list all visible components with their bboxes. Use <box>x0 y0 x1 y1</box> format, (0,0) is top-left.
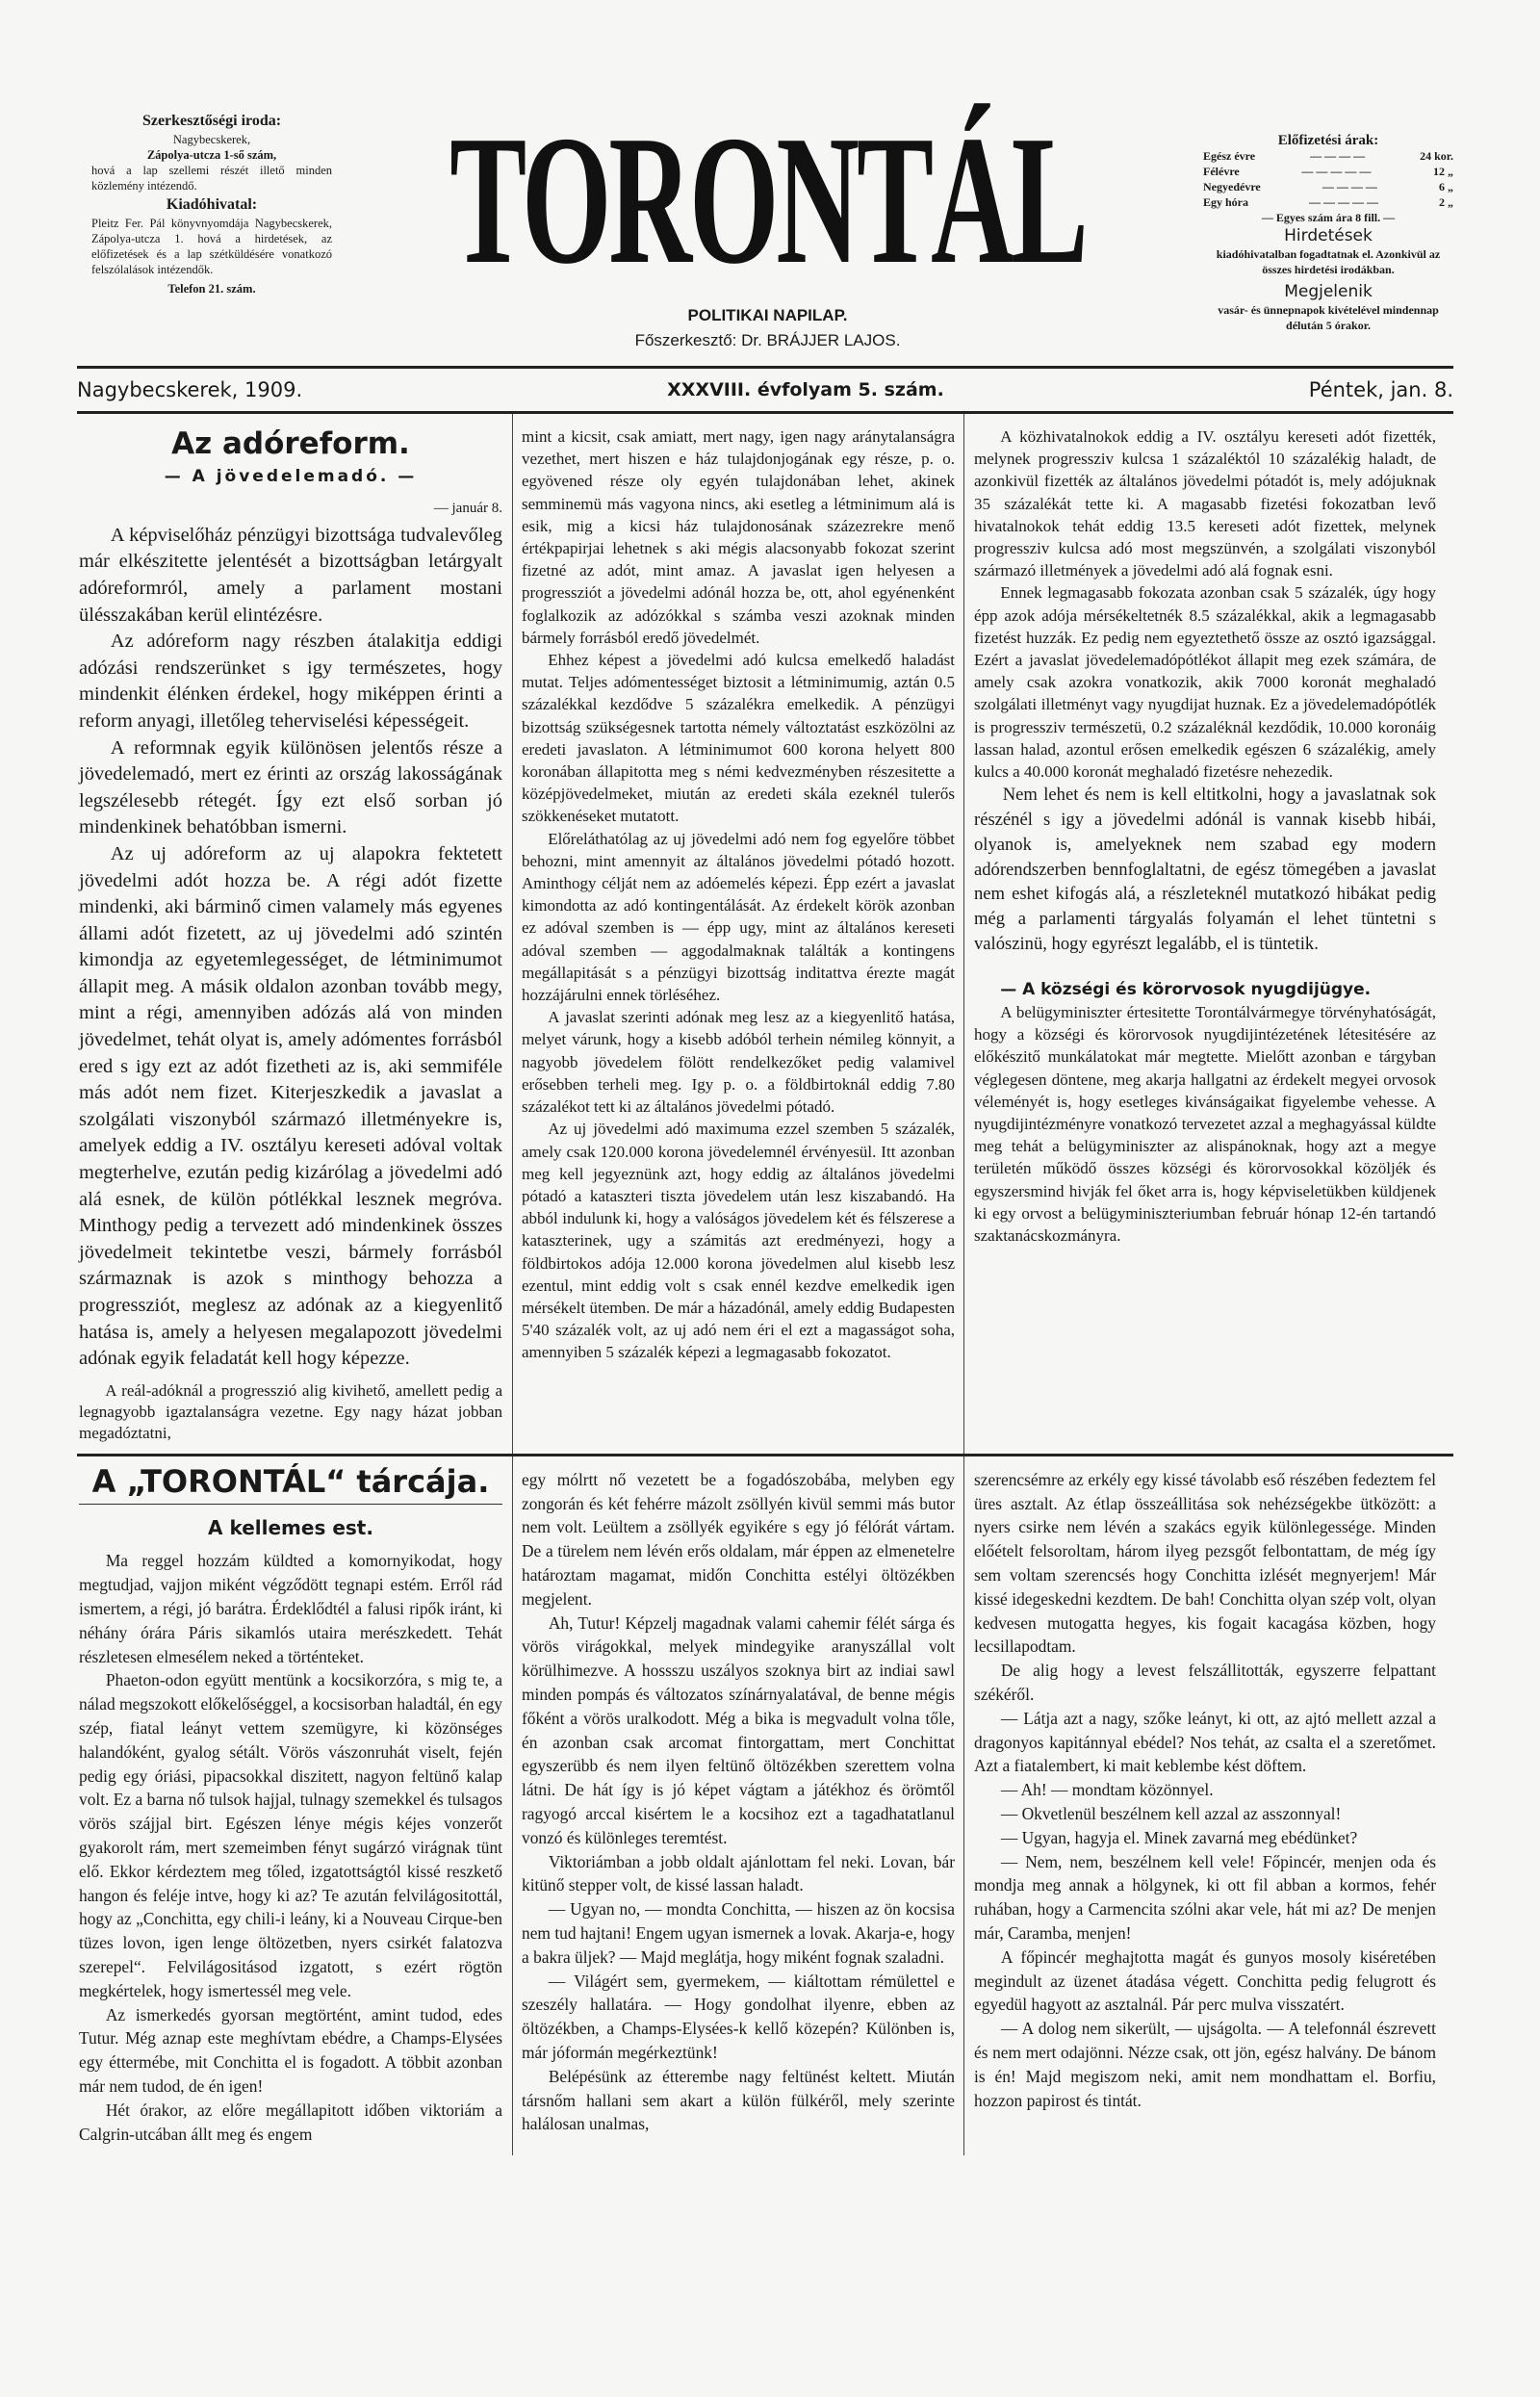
news-item <box>974 978 1436 1247</box>
price-value: 6 „ <box>1438 180 1453 193</box>
price-label: Egy hóra <box>1203 195 1249 209</box>
editorial-address: Zápolya-utcza 1-ső szám, <box>146 148 277 162</box>
dateline-place: Nagybecskerek, 1909. <box>77 378 303 401</box>
editorial-city: Nagybecskerek, <box>172 133 251 146</box>
article-column-3 <box>964 414 1436 1454</box>
feuilleton-columns <box>77 1456 1453 2156</box>
price-row: Egész évre — — — — 24 kor. <box>1203 149 1453 163</box>
editor-in-chief: Főszerkesztő: Dr. BRÁJJER LAJOS. <box>634 331 901 349</box>
ads-title: Hirdetések <box>1284 226 1373 245</box>
publisher-title: Kiadóhivatal: <box>166 196 258 213</box>
appears-title: Megjelenik <box>1284 282 1373 301</box>
dateline-date: Péntek, jan. 8. <box>1308 378 1453 401</box>
article-column-1 <box>77 414 512 1454</box>
price-label: Egész évre <box>1203 149 1256 163</box>
feuilleton-column-1 <box>77 1456 512 2156</box>
header <box>77 96 1453 366</box>
article-title: Az adóreform. <box>171 426 410 461</box>
paragraph: Az adóreform nagy részben átalakitja eddigi adózási rendszerünket s igy természetes, hogy mindenkit élénken érdekel, hogy miképpen érinti a reform anyagi, illetőleg teherviselési képességeit. <box>79 631 502 732</box>
paragraph: Ma reggel hozzám küldted a komornyikodat, hogy megtudjad, vajjon miként végződött tegnapi estém. Erről rád ismertem, a régi, jó barátra. Érdeklődtél a falusi ripők iránt, ki néhány órára Páris sikamlós utaira merészkedett. Tehát részletesen elmesélem neked a történteket. <box>79 1551 502 1666</box>
paragraph: Viktoriámban a jobb oldalt ajánlottam fel neki. Lovan, bár kitünő stepper volt, de kissé lassan haladt. <box>522 1851 955 1895</box>
price-row: Negyedévre — — — — 6 „ <box>1203 180 1453 193</box>
price-value: 24 kor. <box>1420 149 1453 163</box>
article-column-2 <box>512 414 964 1454</box>
paragraph: — Nem, nem, beszélnem kell vele! Főpincér, menjen oda és mondja meg annak a hölgynek, ki ott fil abban a kormos, fehér ruhában, hogy a Carmencita szólni akar vele, hát mi az? De menjen már, Caramba, menjen! <box>974 1851 1436 1943</box>
dateline <box>77 369 1453 411</box>
publisher-text: Pleitz Fer. Pál könyvnyomdája Nagybecskerek, Zápolya-utcza 1. hová a hirdetések, az előfizetések és a lap szétküldésére vonatkozó felszólalások intézendők. <box>91 217 332 276</box>
subscription-title: Előfizetési árak: <box>1277 133 1379 148</box>
paragraph: Ah, Tutur! Képzelj magadnak valami cahemir félét sárga és vörös virágokkal, melyek mindegyike aranyszállal volt körülhimezve. A hossszu uszályos szoknya birt az indiai sawl minden pompás és változatos színárnyalatával, de benne mégis főként a vörös uralkodott. Még a bika is megvadult volna tőle, én azonban csak arcomat fintorgattam, mert Conchittat egyszerübb és nem ilyen feltünő öltözékben szerettem volna látni. De hát így is jó képet vágtam a játékhoz és örömtől ragyogó arccal kisértem le a kocsihoz ezt a tagadhatatlanul vonzó és különleges teremtést. <box>522 1612 955 1847</box>
dateline-issue: XXXVIII. évfolyam 5. szám. <box>667 379 944 400</box>
masthead-subtitle-block <box>635 303 901 353</box>
masthead-block <box>402 96 1134 353</box>
appears-text: vasár- és ünnepnapok kivételével mindennap délután 5 órakor. <box>1218 303 1439 332</box>
price-row: Egy hóra — — — — — 2 „ <box>1203 195 1453 209</box>
editorial-office-info <box>91 114 332 296</box>
paragraph: szerencsémre az erkély egy kissé távolabb eső részében fedeztem fel üres asztalt. Az étlap összeállitása sok nehézségekbe ütközött: a nyers csirke nem lévén a szakács egyik különlegessége. Minden előételt felsoroltam, három ilyeg pezsgőt felbontattam, de még így sem voltam szerencsés hogy Conchitta izlését megnyerjem! Már kissé idegeskedni kezdtem. De bah! Conchitta olyan szép volt, olyan kedvesen mutogatta hegyes, kis fogait kacagása közben, hogy lecsillapodtam. <box>974 1469 1436 1657</box>
paragraph: A képviselőház pénzügyi bizottsága tudvalevőleg már elkészitette jelentését a bizottságban letárgyalt adóreformról, amely a parlament mostani ülésszakában kerül elintézésre. <box>79 524 502 626</box>
paragraph: Hét órakor, az előre megállapitott időben viktoriám a Calgrin-utcában állt meg és engem <box>79 2100 502 2144</box>
paragraph: — Ah! — mondtam közönnyel. <box>1000 1780 1214 1800</box>
paragraph: Ennek legmagasabb fokozata azonban csak 5 százalék, úgy hogy épp azok adója mérsékeltetnék 8.5 százalékkal, akik a legmagasabb fizetést huzzák. Ez pedig nem egyeztethető össze az osztó igazsággal. Ezért a javaslat jövedelemadópótlékot állapit meg ezek számára, de amely csak azokra vonatkozik, akik 7000 koronát meghaladó szolgálati illetményt vagy nyugdijat huznak. Ez a jövedelemadópótlék is progressziv természetü, 0.2 százaléknál kezdődik, 10.000 koronáig lassan halad, azontul erősen emelkedik egészen 6 százalékig, amely kulcs a 40.000 koronát meghaladó fizetésre nehezedik. <box>974 583 1436 782</box>
paragraph: Előreláthatólag az uj jövedelmi adó nem fog egyelőre többet behozni, mint amennyit az általános jövedelmi pótadó hozott. Aminthogy célját nem az adóemelés képezi. Épp ezért a javaslat kimondotta az adó kontingentálását. Az érdekelt körök azonban ez adóval szemben is — épp ugy, mint az általános kereseti adóval szemben — aggodalmaknak találták a kontingens megállapitását s a pénzügyi bizottság inditattva érezte magát hozzájárulni ennek törléséhez. <box>522 829 955 1005</box>
paragraph: A javaslat szerinti adónak meg lesz az a kiegyenlitő hatása, melyet várunk, hogy a kisebb adóból terhein némileg könnyit, a nagyobb jövedelem fölött rendelkezőket pedig valamivel erősebben terheli meg. Igy p. o. a földbirtoknál eddig 7.80 százalékot tett ki az általános jövedelmi pótadó. <box>522 1008 955 1117</box>
paragraph: — Okvetlenül beszélnem kell azzal az asszonnyal! <box>1000 1803 1342 1823</box>
feuilleton-title: A „TORONTÁL“ tárcája. <box>79 1464 502 1505</box>
paragraph: — Ugyan, hagyja el. Minek zavarná meg ebédünket? <box>1000 1827 1358 1847</box>
price-label: Félévre <box>1203 165 1240 178</box>
phone: Telefon 21. szám. <box>167 282 256 296</box>
article-kicker: — A jövedelemadó. — <box>164 466 418 486</box>
paragraph: Nem lehet és nem is kell eltitkolni, hogy a javaslatnak sok részénél s igy a jövedelmi adónál is vannak kisebb hibái, olyanok is, amelyeknek nem szabad egy modern adórendszerben bennfoglaltatni, de egész tömegében a javaslat nem eshet kifogás alá, a részleteknél mutatkozó hibákat pedig még a parlamenti tárgyalás folyamán el lehet tüntetni s valószinü, hogy egyrészt legalább, el is tüntetik. <box>974 785 1436 955</box>
paragraph: Phaeton-odon együtt mentünk a kocsikorzóra, s mig te, a nálad megszokott előkelőséggel, a kocsisorban haladtál, én egy szép, fiatal leányt vettem szemügyre, ki közönséges halandóként, gyalog sétált. Vörös vászonruhát viselt, fején pedig egy óriási, pipacsokkal diszitett, nagyon feltünő kalap volt. Ez a barna nő tulsok hajjal, tulnagy szemekkel és tulsagos vörös szájjal birt. Egészen lénye mégis kéjes vonzerőt gyakorolt rám, mert szemeimben fényt sugárzó virágnak tünt elő. Ekkor kérdeztem meg tőled, izgatottságtól kissé reszkető hangon és feléje intve, hogy ki az? Te azután felvilágositottál, hogy az „Conchitta, egy chili-i leány, ki a Nouveau Cirque-ben tüzes lovon, igen lenge öltözetben, nyers csirkét falatozva szerepel“. Felvilágositásod izgatott, s ezért rögtön megkértelek, hogy ismertessél meg vele. <box>79 1670 502 2000</box>
paragraph: A főpincér meghajtotta magát és gunyos mosoly kiséretében megindult az üzenet átadása végett. Conchitta pedig felugrott és egyedül hagyott az asztalnál. Pár perc mulva visszatért. <box>974 1946 1436 2015</box>
article-date: — január 8. <box>433 501 502 517</box>
paragraph: Az ismerkedés gyorsan megtörtént, amint tudod, edes Tutur. Még aznap este meghívtam ebédre, a Champs-Elysées egy éttermébe, mit Conchitta el is fogadott. A többit azonban már nem tudod, de én igen! <box>79 2004 502 2096</box>
paragraph: A közhivatalnokok eddig a IV. osztályu kereseti adót fizették, melynek progressziv kulcsa 1 százaléktól 10 százalékig haladt, de azonkivül fizették az általános jövedelmi pótadót is, mely adójuknak 35 százalékát tette ki. A magasabb fizetési fokozatban levő hivatalnokok tehát eddig 13.5 kereseti adót fizettek, melynek progressziv kulcsa adó most megszünvén, a szolgálati viszonyból származó illetmények a jövedelmi adó alá fognak esni. <box>974 427 1436 580</box>
price-label: Negyedévre <box>1203 180 1261 193</box>
masthead-title: TORONTÁL <box>449 96 1086 302</box>
feuilleton-column-3 <box>964 1456 1436 2156</box>
paragraph: Belépésünk az étterembe nagy feltünést keltett. Miután társnőm hallani sem akart a külön fülkéről, mely szerinte halálosan unalmas, <box>522 2066 955 2134</box>
paragraph: A reál-adóknál a progresszió alig kivihető, amellett pedig a legnagyobb igaztalanságra vezetne. Egy nagy házat jobban megadóztatni, <box>79 1380 502 1442</box>
price-row: Félévre — — — — — 12 „ <box>1203 165 1453 178</box>
paragraph: Az uj adóreform az uj alapokra fektetett jövedelmi adót hozza be. A régi adót fizette mindenki, aki bárminő cimen valamely más egyenes állami adót fizetett, az uj jövedelmi adó szintén kimondja az egyetemlegességet, de létminimumot állapit meg. A másik oldalon azonban tovább megy, mint a régi, amennyiben adózás alá von minden jövedelmet, tehát olyat is, amely adómentes forrásból ered s igy ezt az adót fizetheti az is, aki semmiféle más adót nem fizet. Kiterjeszkedik a javaslat a szolgálati viszonyból származó illetményekre is, amelyek eddig a IV. osztályu kereseti adóval voltak megterhelve, ezután pedig kizárólag a jövedelmi adó alá esnek, de külön pótlékkal lesznek megróva. Minthogy pedig a tervezett adó mindenkinek összes jövedelmeit tekintetbe veszi, bármely forrásból származnak is azok s minthogy behozza a progressziót, meglesz az adónak az a kiegyenlitő hatása is, amely a helyesen megalapozott jövedelmi adónak egyik feladatát kell hogy képezze. <box>79 842 502 1370</box>
paragraph: — Látja azt a nagy, szőke leányt, ki ott, az ajtó mellett azzal a dragonyos kapitánnyal ebédel? Nos tehát, az csalta el a szeretőmet. Azt a fiatalembert, ki mait keblembe kést döftem. <box>974 1708 1436 1776</box>
editorial-title: Szerkesztőségi iroda: <box>141 113 282 129</box>
editorial-note: hová a lap szellemi részét illető minden közlemény intézendő. <box>91 164 332 193</box>
subtitle: POLITIKAI NAPILAP. <box>687 306 848 324</box>
paragraph: De alig hogy a levest felszállitották, egyszerre felpattant székéről. <box>974 1661 1436 1704</box>
single-issue-price: — Egyes szám ára 8 fill. — <box>1261 211 1396 224</box>
paragraph: mint a kicsit, csak amiatt, mert nagy, igen nagy aránytalanságra vezethet, mert hiszen e ház tulajdonjogának egy része, p. o. egyövened része oly egyén tulajdonában lehet, akinek semminemü más vagyona nincs, aki esetleg a létminimum alá is esik, mig a kicsi ház tulajdonosának százezrekre menő értékpapirjai lehetnek s aki mégis alacsonyabb fokozat szerint fizetné az adót, mint amaz. A javaslat igen helyesen a progressziót a jövedelmi adónál hozza be, ott, ahol egyénenként foglalkozik az adózókkal s számba veszi azoknak minden bármely forrásból eredő jövedelmét. <box>522 427 955 647</box>
paragraph: A reformnak egyik különösen jelentős része a jövedelemadó, mert ez érinti az ország lakosságának legszélesebb rétegét. Így ezt első sorban jó mindenkinek behatóbban ismerni. <box>79 736 502 838</box>
paragraph: — Ugyan no, — mondta Conchitta, — hiszen az ön kocsisa nem tud hajtani! Engem ugyan ismernek a lovak. Akarja-e, hogy a bakra üljek? — Majd meglátja, hogy miként fognak szaladni. <box>522 1899 955 1967</box>
paragraph: — A dolog nem sikerült, — ujságolta. — A telefonnál észrevett és nem mert odajönni. Nézze csak, ott jön, egész halvány. De bánom is én! Majd megiszom neki, amit nem mondhattam el. Borfiu, hozzon papirost és tintát. <box>974 2019 1436 2110</box>
price-value: 2 „ <box>1438 195 1453 209</box>
ads-text: kiadóhivatalban fogadtatnak el. Azonkivül az összes hirdetési irodákban. <box>1216 247 1441 276</box>
news-title: — A községi és körorvosok nyugdijügye. <box>1000 979 1372 999</box>
paragraph: Az uj jövedelmi adó maximuma ezzel szemben 5 százalék, amely csak 120.000 korona jövedelemnél érvényesül. Itt azonban meg kell jegyeznünk azt, hogy eddig az általános jövedelmi pótadó a kataszteri tiszta jövedelem után lesz kiszabandó. Ha abból indulunk ki, hogy a valóságos jövedelem két és félszerese a kataszterinek, ugy a számitás azt eredményezi, hogy a földbirtokos adója 12.000 korona jövedelmen alul kisebb lesz ezentul, mint eddig volt s csak ennél kezdve emelkedik igen mérsékelt ütemben. De már a házadónál, amely eddig Budapesten 5'40 százalék volt, az uj adó nem éri el ezt a magasságot soha, amennyiben 5 százalék képezi a legmagasabb fokozatot. <box>522 1120 955 1362</box>
subscription-info <box>1203 133 1453 333</box>
masthead <box>449 96 1086 303</box>
front-page-columns <box>77 414 1453 1454</box>
story-title: A kellemes est. <box>208 1515 373 1539</box>
paragraph: — Világért sem, gyermekem, — kiáltottam rémülettel e szeszély hallatára. — Hogy gondolhat ilyenre, ebben az öltözékben, a Champs-Elysées-k kellő közepén? Különben is, már jóformán megérkeztünk! <box>522 1971 955 2062</box>
paragraph: egy mólrtt nő vezetett be a fogadószobába, melyben egy zongorán és két fehérre mázolt zsöllyén kivül semmi más butor nem volt. Leültem a zsöllyék egyikére s egy jó félórát vártam. De a türelem nem lévén erős oldalam, már éppen az elmenetelre határoztam magamat, midőn Conchitta estélyi öltözékben megjelent. <box>522 1469 955 1609</box>
paragraph: Ehhez képest a jövedelmi adó kulcsa emelkedő haladást mutat. Teljes adómentességet biztosit a létminimumig, aztán 0.5 százalékkal kezdődve 5 százalékra emelkedik. A pénzügyi bizottság szükségesnek tartotta némely változtatást eszközölni az eredeti javaslaton. A létminimumot 600 korona helyett 800 koronában állapitotta meg s némi kedvezményben részesitette a középjövedelmeket, miután az eredeti skála ezeknél tulerős szökkenéseket mutatott. <box>522 651 955 826</box>
price-value: 12 „ <box>1432 165 1453 178</box>
feuilleton-column-2 <box>512 1456 964 2156</box>
news-text: A belügyminiszter értesitette Torontálvármegye törvényhatóságát, hogy a községi és körorvosok nyugdijintézetének létesitésére az előkészitő munkálatokat már megtette. Mielőtt azonban e tárgyban véglegesen döntene, meg akarja hallgatni az érdekelt megyei orvosok véleményét is, hogy esetleges kivánságaikat figyelembe vehesse. A nyugdijintézményre vonatkozó tervezetet azzal a meghagyással küldte meg tehát a belügyminiszter az alispánoknak, hogy azt a megye területén működő összes községi és körorvosokkal közöljék és egyszersmind hivják fel őket arra is, hogy képviseletükben küldjenek ki egy orvost a belügyminiszteriumban február hónap 12-én tartandó szaktanácskozmányra. <box>974 1003 1436 1246</box>
